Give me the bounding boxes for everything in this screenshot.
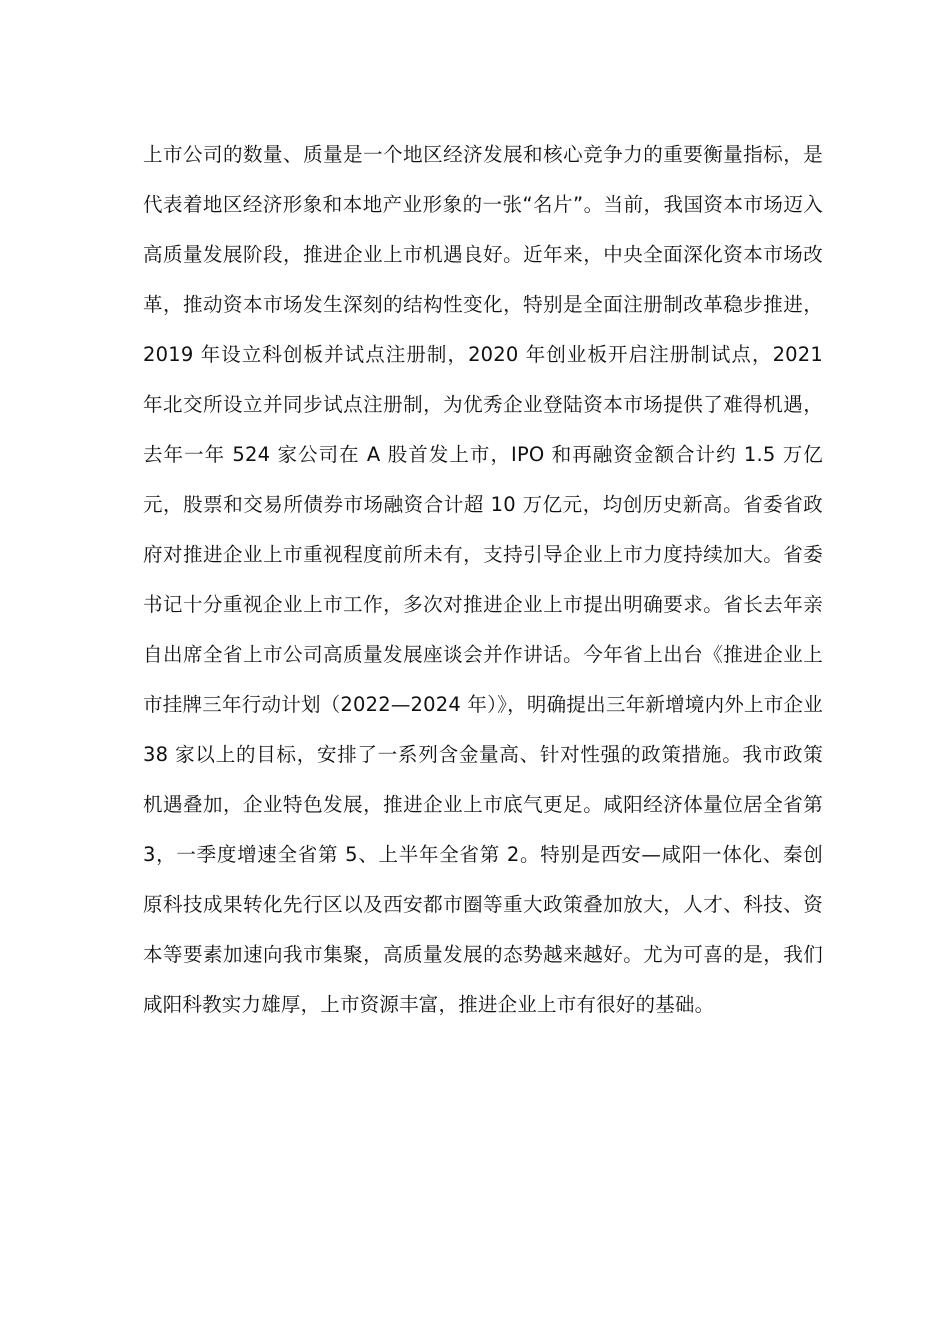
body-paragraph: 上市公司的数量、质量是一个地区经济发展和核心竞争力的重要衡量指标，是代表着地区经济形象和本地产业形象的一张“名片”。当前，我国资本市场迈入高质量发展阶段，推进企业上市机遇良好。近年来，中央全面深化资本市场改革，推动资本市场发生深刻的结构性变化，特别是全面注册制改革稳步推进，2019 年设立科创板并试点注册制，2020 年创业板开启注册制试点，2021 年北交所设立并同步试点注册制，为优秀企业登陆资本市场提供了难得机遇，去年一年 524 家公司在 A 股首发上市，IPO 和再融资金额合计约 1.5 万亿元，股票和交易所债券市场融资合计超 10 万亿元，均创历史新高。省委省政府对推进企业上市重视程度前所未有，支持引导企业上市力度持续加大。省委书记十分重视企业上市工作，多次对推进企业上市提出明确要求。省长去年亲自出席全省上市公司高质量发展座谈会并作讲话。今年省上出台《推进企业上市挂牌三年行动计划（2022—2024 年）》，明确提出三年新增境内外上市企业 38 家以上的目标，安排了一系列含金量高、针对性强的政策措施。我市政策机遇叠加，企业特色发展，推进企业上市底气更足。咸阳经济体量位居全省第 3，一季度增速全省第 5、上半年全省第 2。特别是西安—咸阳一体化、秦创原科技成果转化先行区以及西安都市圈等重大政策叠加放大，人才、科技、资本等要素加速向我市集聚，高质量发展的态势越来越好。尤为可喜的是，我们咸阳科教实力雄厚，上市资源丰富，推进企业上市有很好的基础。	[143, 143, 823, 1016]
